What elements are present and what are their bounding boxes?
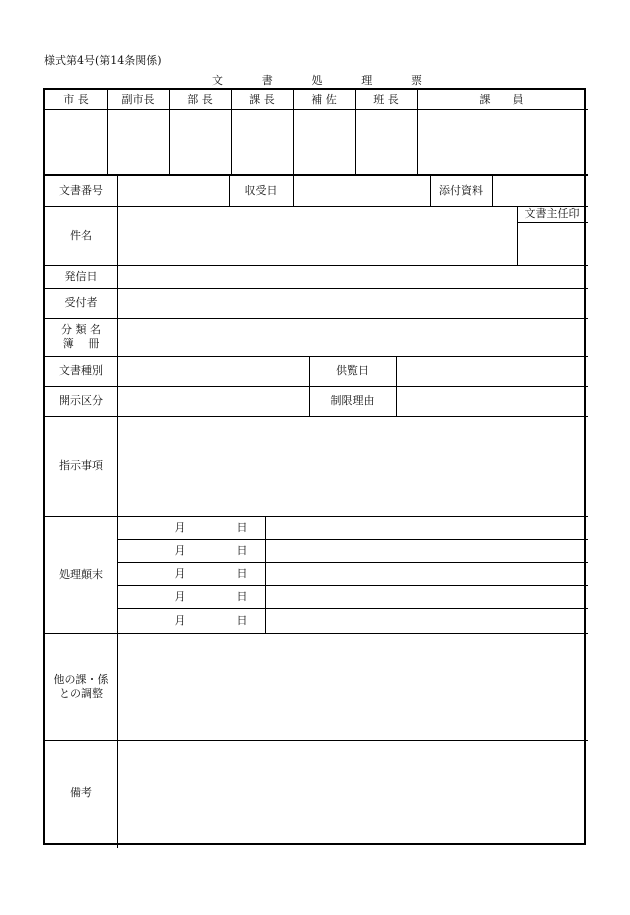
label-column-divider — [117, 176, 118, 848]
month-unit: 月 — [174, 566, 186, 580]
header-kacho: 課 長 — [249, 92, 275, 106]
label-kaiji-kubun: 開示区分 — [59, 394, 103, 407]
header-bucho: 部 長 — [187, 92, 213, 106]
form-number-label: 様式第4号(第14条関係) — [44, 54, 162, 67]
label-uketsukesha: 受付者 — [64, 296, 98, 309]
grid-line — [265, 516, 266, 633]
label-shujubi: 収受日 — [244, 184, 278, 197]
label-tenpu-shiryo: 添付資料 — [439, 184, 483, 197]
grid-line — [293, 176, 294, 206]
grid-line — [45, 740, 588, 741]
label-seigen-riyu: 制限理由 — [330, 394, 375, 407]
section-divider — [45, 174, 588, 176]
label-shori-tenmatsu: 処理顛末 — [59, 567, 103, 581]
title-char: 処 — [311, 74, 323, 87]
header-fukushicho: 副市長 — [121, 92, 155, 106]
label-hasshinbi: 発信日 — [64, 269, 98, 283]
title-char: 文 — [212, 74, 223, 87]
document-processing-form — [43, 88, 586, 845]
label-bunsho-shunin-in: 文書主任印 — [524, 207, 580, 220]
label-kenmei: 件名 — [70, 228, 92, 242]
grid-line — [45, 516, 588, 517]
header-kain: 課 員 — [479, 92, 524, 106]
title-char: 理 — [361, 74, 373, 87]
grid-line — [45, 288, 588, 289]
day-unit: 日 — [236, 589, 248, 603]
header-shicho: 市 長 — [63, 92, 89, 106]
label-bunsho-bango: 文書番号 — [59, 184, 103, 197]
label-bunrui-mei: 分 類 名 簿 冊 — [61, 323, 101, 350]
day-unit: 日 — [236, 543, 248, 557]
day-unit: 日 — [236, 613, 248, 627]
grid-line — [45, 318, 588, 319]
title-char: 書 — [261, 74, 273, 87]
grid-line — [45, 206, 588, 207]
day-unit: 日 — [236, 520, 248, 534]
grid-line — [45, 416, 588, 417]
header-hancho: 班 長 — [373, 92, 399, 106]
label-shiji-jiko: 指示事項 — [59, 459, 103, 472]
grid-line — [517, 222, 588, 223]
label-ta-ka-chosei: 他の課・係 との調整 — [53, 672, 109, 700]
month-unit: 月 — [174, 589, 186, 603]
title-char: 票 — [411, 74, 422, 87]
day-unit: 日 — [236, 566, 248, 580]
grid-line — [492, 176, 493, 206]
grid-line — [45, 109, 588, 110]
label-kyoranbi: 供覧日 — [336, 364, 369, 377]
label-biko: 備考 — [70, 785, 92, 799]
header-hosa: 補 佐 — [311, 92, 337, 106]
grid-line — [45, 265, 588, 266]
month-unit: 月 — [174, 613, 186, 627]
month-unit: 月 — [174, 520, 186, 534]
month-unit: 月 — [174, 543, 186, 557]
form-title — [212, 72, 422, 88]
label-bunsho-shubetsu: 文書種別 — [59, 364, 103, 377]
grid-line — [45, 633, 588, 634]
